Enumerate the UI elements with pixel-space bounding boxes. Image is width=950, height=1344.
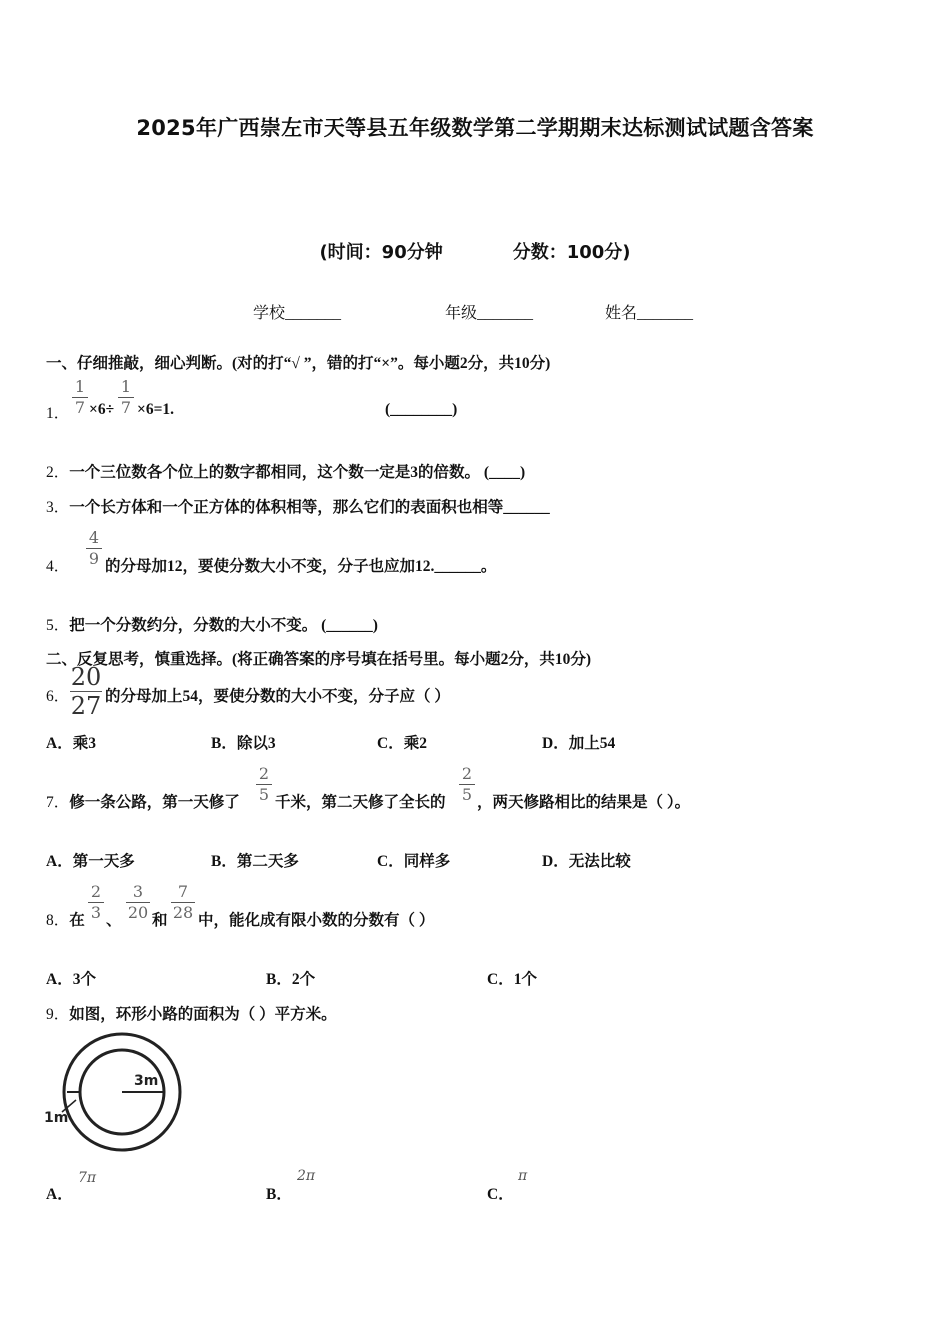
q9-option-b[interactable]: B． (266, 1186, 292, 1203)
q7-option-d[interactable]: D．无法比较 (542, 853, 631, 870)
question-5: 5．把一个分数约分，分数的大小不变。 (______) (46, 617, 378, 634)
q7-option-c[interactable]: C．同样多 (377, 853, 451, 870)
question-9: 9．如图，环形小路的面积为（ ）平方米。 (46, 1006, 337, 1023)
q1-tail: ×6=1. (137, 401, 175, 418)
q9-text: 如图，环形小路的面积为（ ）平方米。 (69, 1006, 337, 1023)
q8-fraction-b: 3 20 (127, 882, 149, 922)
q9-option-a-value: 7π (78, 1170, 97, 1186)
inner-radius-label: 3m (134, 1073, 159, 1089)
q7-text-b: 千米，第二天修了全长的 (275, 794, 446, 811)
q7-text-c: ，两天修路相比的结果是（ ）。 (477, 794, 691, 811)
school-field[interactable]: 学校_______ (253, 305, 342, 322)
q6-fraction: 20 27 (70, 663, 102, 720)
q1-fraction-b: 1 7 (118, 379, 134, 416)
q4-fraction: 4 9 (86, 530, 102, 567)
q8-text-a: 在 (69, 912, 85, 929)
question-3: 3．一个长方体和一个正方体的体积相等，那么它们的表面积也相等______ (46, 499, 550, 516)
q8-option-b[interactable]: B．2个 (266, 971, 316, 988)
q8-sep1: 、 (106, 912, 122, 929)
q7-option-a[interactable]: A．第一天多 (46, 853, 135, 870)
question-6: 6． (46, 688, 70, 705)
q9-option-b-value: 2π (297, 1168, 316, 1184)
page-title: 2025年广西崇左市天等县五年级数学第二学期期末达标测试试题含答案 (136, 116, 814, 140)
q8-text-b: 中，能化成有限小数的分数有（ ） (198, 912, 435, 929)
q1-mid: ×6÷ (89, 401, 115, 418)
question-8: 8．在 (46, 912, 85, 929)
question-4: 4． (46, 558, 70, 575)
q4-text: 的分母加12，要使分数大小不变，分子也应加12.______。 (105, 558, 497, 575)
q8-sep2: 和 (152, 912, 168, 929)
q6-option-a[interactable]: A．乘3 (46, 735, 96, 752)
exam-score: 分数：100分) (512, 242, 631, 263)
q7-fraction-a: 2 5 (256, 766, 272, 803)
q9-option-c-value: π (518, 1168, 528, 1184)
section2-heading: 二、反复思考，慎重选择。(将正确答案的序号填在括号里。每小题2分，共10分) (46, 651, 592, 668)
ring-path-figure (40, 1030, 190, 1160)
q6-option-c[interactable]: C．乘2 (377, 735, 427, 752)
q3-text: 一个长方体和一个正方体的体积相等，那么它们的表面积也相等______ (69, 499, 550, 516)
q6-option-d[interactable]: D．加上54 (542, 735, 616, 752)
q1-number: 1． (46, 405, 70, 422)
ring-width-label: 1m (44, 1110, 69, 1126)
name-field[interactable]: 姓名_______ (605, 305, 694, 322)
q5-text: 把一个分数约分，分数的大小不变。 (______) (69, 617, 378, 634)
q8-fraction-c: 7 28 (172, 882, 194, 922)
q7-fraction-b: 2 5 (459, 766, 475, 803)
q9-option-a[interactable]: A． (46, 1186, 73, 1203)
q8-option-c[interactable]: C．1个 (487, 971, 537, 988)
q2-text: 一个三位数各个位上的数字都相同，这个数一定是3的倍数。 (____) (69, 464, 526, 481)
exam-time: (时间：90分钟 (319, 242, 443, 263)
q7-text-a: 修一条公路，第一天修了 (69, 794, 240, 811)
exam-meta (0, 238, 950, 264)
q7-option-b[interactable]: B．第二天多 (211, 853, 299, 870)
question-1 (46, 401, 69, 423)
q9-option-c[interactable]: C． (487, 1186, 514, 1203)
grade-field[interactable]: 年级_______ (445, 305, 534, 322)
q1-fraction-a: 1 7 (72, 379, 88, 416)
question-7: 7．修一条公路，第一天修了 (46, 794, 240, 811)
q6-option-b[interactable]: B．除以3 (211, 735, 276, 752)
q1-answer-blank[interactable]: (________) (385, 401, 458, 418)
question-2: 2．一个三位数各个位上的数字都相同，这个数一定是3的倍数。 (____) (46, 464, 526, 481)
q6-text: 的分母加上54，要使分数的大小不变，分子应（ ） (105, 688, 450, 705)
q8-fraction-a: 2 3 (88, 884, 104, 921)
q8-option-a[interactable]: A．3个 (46, 971, 96, 988)
section1-heading: 一、仔细推敲，细心判断。(对的打“√ ”，错的打“×”。每小题2分，共10分) (46, 355, 551, 372)
